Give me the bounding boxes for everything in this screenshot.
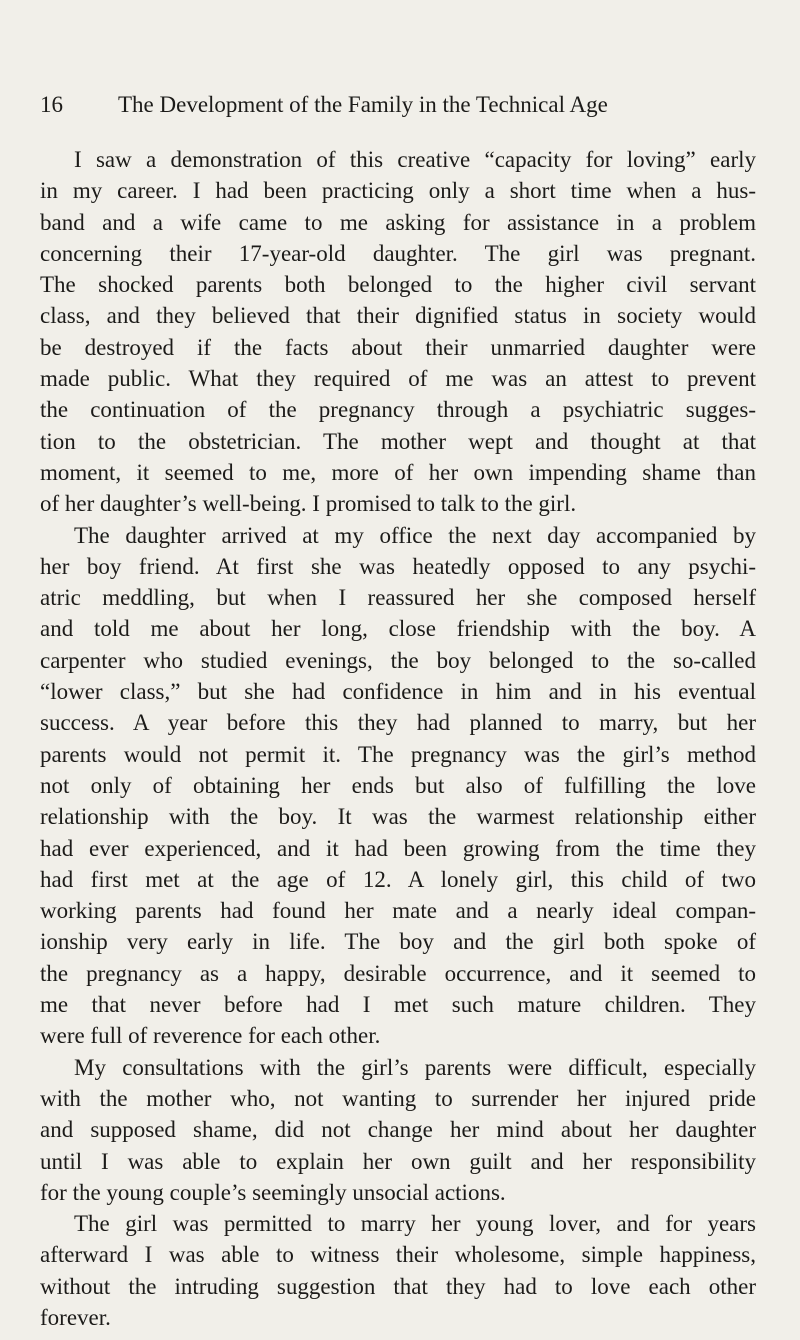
text-line: The daughter arrived at my office the next day accompanied by	[74, 522, 756, 548]
text-line: ionship very early in life. The boy and the girl both spoke of	[40, 929, 756, 955]
page-number: 16	[40, 92, 63, 117]
text-line: were full of reverence for each other.	[40, 1023, 381, 1049]
text-line: band and a wife came to me asking for assistance in a problem	[40, 209, 756, 235]
text-line: class, and they believed that their dignified status in society would	[40, 303, 756, 329]
text-line: atric meddling, but when I reassured her she composed herself	[40, 585, 756, 611]
text-line: working parents had found her mate and a nearly ideal compan-	[40, 898, 756, 924]
text-line: concerning their 17-year-old daughter. The girl was pregnant.	[40, 240, 756, 266]
running-title: The Development of the Family in the Technical Age	[118, 92, 608, 117]
text-line: parents would not permit it. The pregnancy was the girl’s method	[40, 741, 756, 767]
text-line: and told me about her long, close friendship with the boy. A	[40, 616, 756, 642]
text-line: The shocked parents both belonged to the higher civil servant	[40, 272, 756, 298]
text-line: afterward I was able to witness their wholesome, simple happiness,	[40, 1242, 756, 1268]
text-line: the pregnancy as a happy, desirable occurrence, and it seemed to	[40, 960, 756, 986]
running-header	[40, 90, 608, 120]
text-line: relationship with the boy. It was the warmest relationship either	[40, 804, 756, 830]
text-line: and supposed shame, did not change her mind about her daughter	[40, 1117, 756, 1143]
text-line: had first met at the age of 12. A lonely girl, this child of two	[40, 866, 756, 892]
text-line: for the young couple’s seemingly unsocial actions.	[40, 1179, 506, 1205]
text-line: me that never before had I met such mature children. They	[40, 992, 756, 1018]
text-line: the continuation of the pregnancy through a psychiatric sugges-	[40, 397, 756, 423]
text-line: had ever experienced, and it had been growing from the time they	[40, 835, 756, 861]
text-line: My consultations with the girl’s parents were difficult, especially	[74, 1054, 756, 1080]
text-line: not only of obtaining her ends but also of fulfilling the love	[40, 772, 756, 798]
text-line: “lower class,” but she had confidence in him and in his eventual	[40, 679, 756, 705]
text-line: The girl was permitted to marry her young lover, and for years	[74, 1211, 756, 1237]
text-line: with the mother who, not wanting to surrender her injured pride	[40, 1085, 756, 1111]
text-line: success. A year before this they had planned to marry, but her	[40, 710, 756, 736]
text-line: in my career. I had been practicing only a short time when a hus-	[40, 178, 756, 204]
text-line: until I was able to explain her own guilt and her responsibility	[40, 1148, 756, 1174]
text-line: I saw a demonstration of this creative “capacity for loving” early	[74, 147, 756, 172]
text-line: without the intruding suggestion that they had to love each other	[40, 1273, 756, 1299]
text-line: her boy friend. At first she was heatedly opposed to any psychi-	[40, 553, 756, 579]
text-line: tion to the obstetrician. The mother wept and thought at that	[40, 428, 756, 454]
text-line: of her daughter’s well-being. I promised to talk to the girl.	[40, 491, 577, 517]
text-line: be destroyed if the facts about their unmarried daughter were	[40, 334, 756, 360]
body-text	[40, 144, 756, 1333]
text-line: moment, it seemed to me, more of her own impending shame than	[40, 459, 756, 485]
text-line: carpenter who studied evenings, the boy belonged to the so-called	[40, 647, 756, 673]
text-line: forever.	[40, 1304, 111, 1330]
text-line: made public. What they required of me was an attest to prevent	[40, 366, 756, 392]
